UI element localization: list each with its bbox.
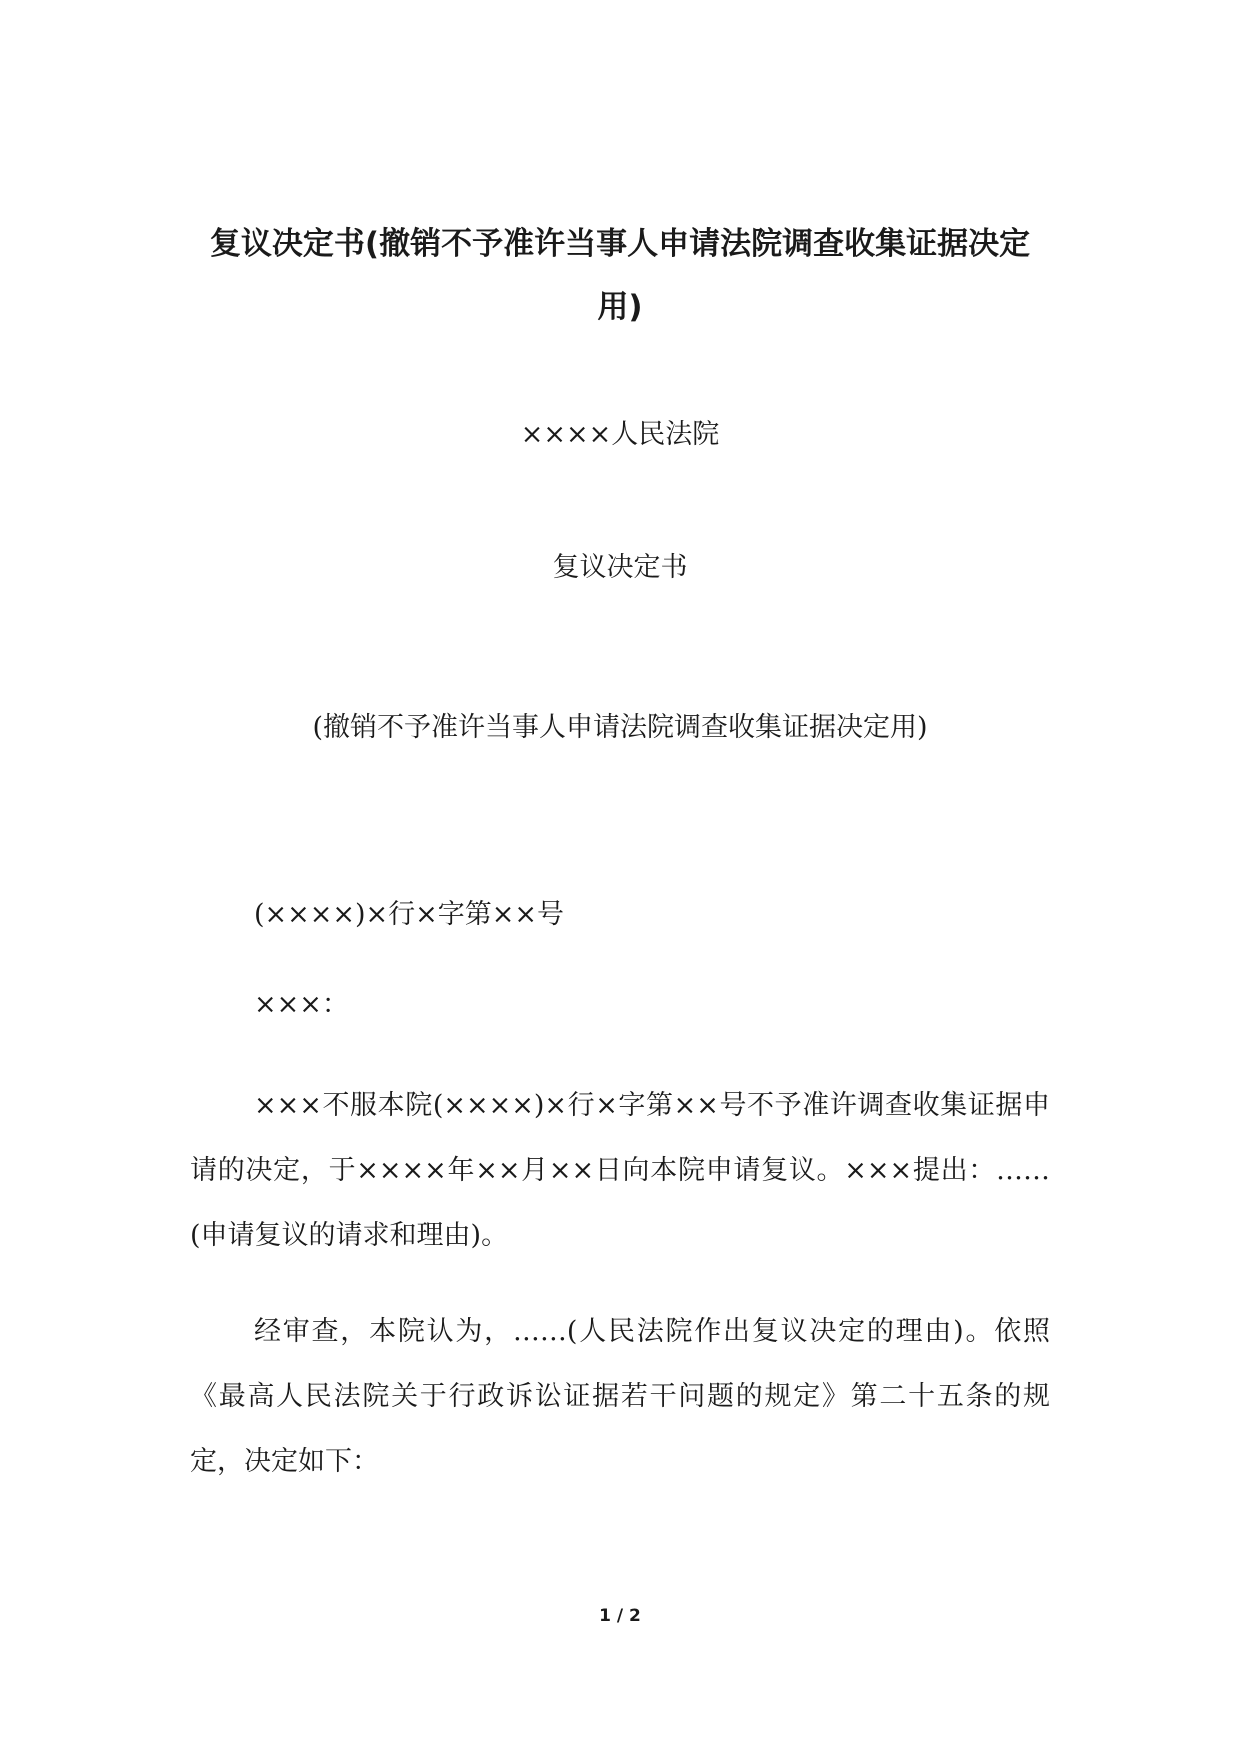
document-kind: 复议决定书: [552, 552, 688, 583]
addressee: ×××：: [254, 989, 349, 1020]
body-paragraph: ×××不服本院(××××)×行×字第××号不予准许调查收集证据申请的决定，于××××年××月××日向本院申请复议。×××提出：……(申请复议的请求和理由)。: [190, 1090, 1050, 1251]
court-name: ××××人民法院: [520, 419, 720, 450]
page-number: 1 / 2: [599, 1606, 641, 1626]
case-number: (××××)×行×字第××号: [254, 899, 565, 930]
body-paragraph: 经审查，本院认为，……(人民法院作出复议决定的理由)。依照《最高人民法院关于行政诉讼证据若干问题的规定》第二十五条的规定，决定如下：: [190, 1316, 1050, 1477]
document-title: 复议决定书(撤销不予准许当事人申请法院调查收集证据决定用): [209, 226, 1031, 325]
document-subtitle: (撤销不予准许当事人申请法院调查收集证据决定用): [312, 712, 928, 743]
